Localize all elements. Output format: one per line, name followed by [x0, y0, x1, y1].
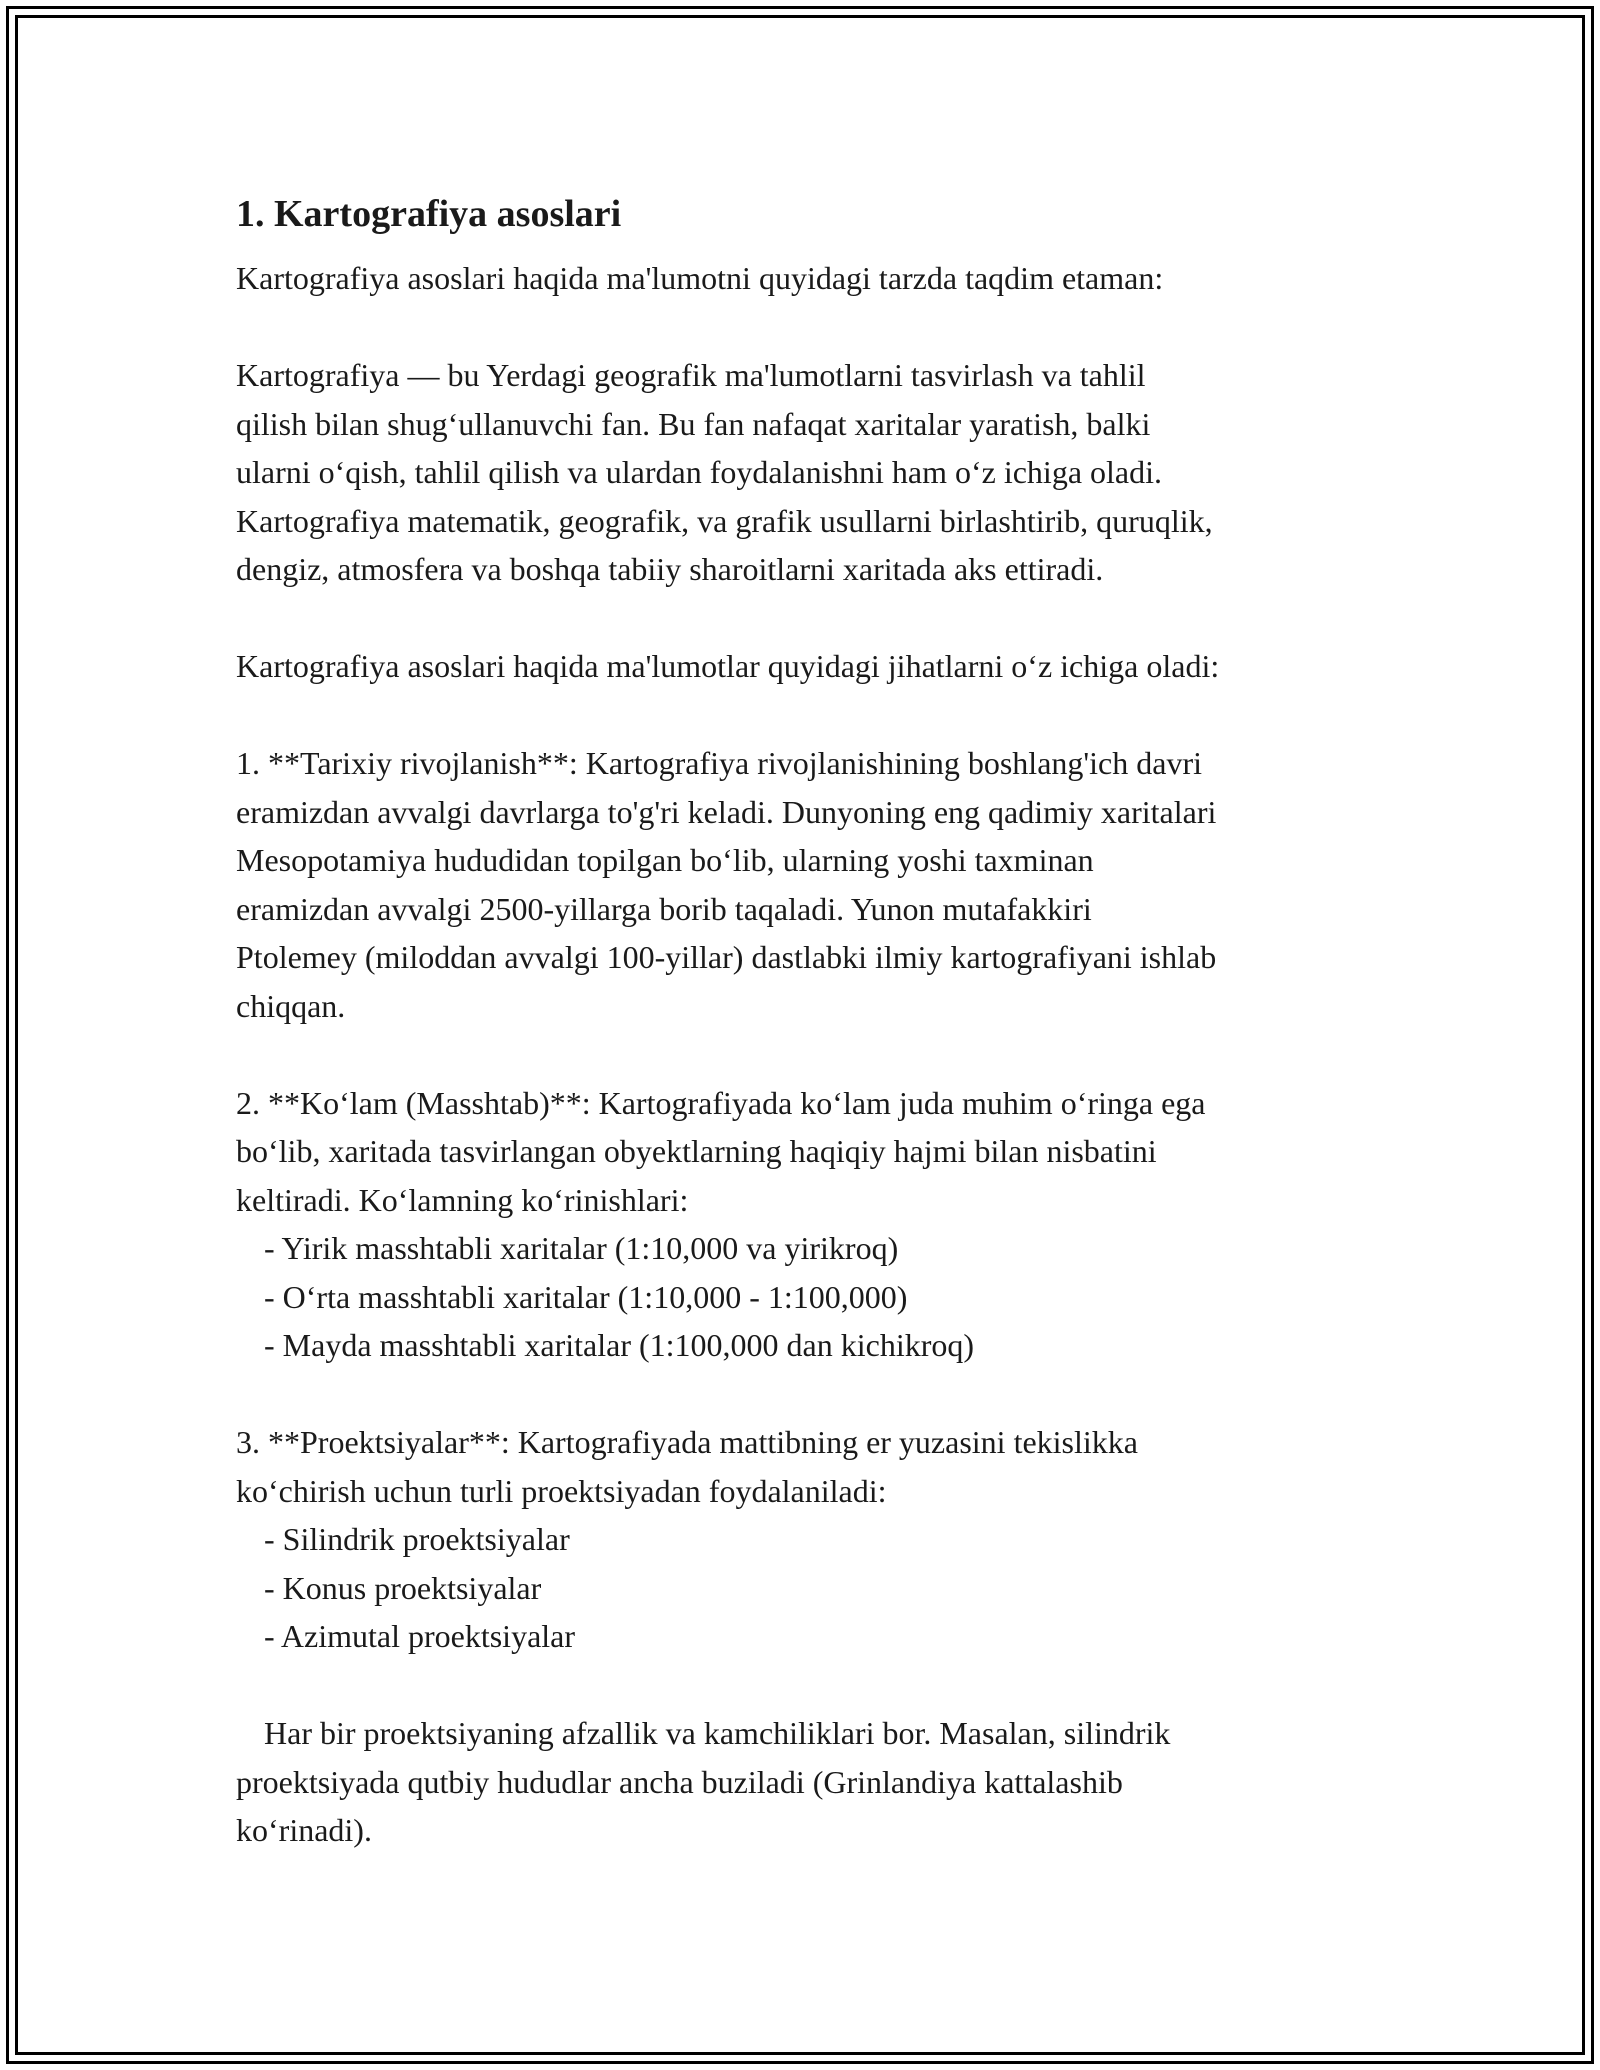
section-projections [236, 1418, 1376, 1661]
section-scale [236, 1079, 1376, 1370]
section-history-line: Ptolemey (miloddan avvalgi 100-yillar) dastlabki ilmiy kartografiyani ishlab [236, 939, 1217, 975]
section-history-line: 1. **Tarixiy rivojlanish**: Kartografiya rivojlanishining boshlang'ich davri [236, 745, 1202, 781]
definition-line: dengiz, atmosfera va boshqa tabiiy sharoitlarni xaritada aks ettiradi. [236, 551, 1104, 587]
definition-line: Kartografiya — bu Yerdagi geografik ma'lumotlarni tasvirlash va tahlil [236, 357, 1146, 393]
section-scale-line: keltiradi. Ko‘lamning ko‘rinishlari: [236, 1181, 689, 1218]
paragraph-gap [236, 1370, 1376, 1419]
list-item: - Azimutal proektsiyalar [264, 1618, 576, 1654]
section-scale-line: bo‘lib, xaritada tasvirlangan obyektlarning haqiqiy hajmi bilan nisbatini [236, 1133, 1157, 1169]
section-scale-line: 2. **Ko‘lam (Masshtab)**: Kartografiyada ko‘lam juda muhim o‘ringa ega [236, 1084, 1206, 1121]
section-history-line: chiqqan. [236, 987, 346, 1024]
section-history-line: eramizdan avvalgi 2500-yillarga borib taqaladi. Yunon mutafakkiri [236, 890, 1092, 927]
paragraph-gap [236, 1661, 1376, 1710]
definition-line: qilish bilan shug‘ullanuvchi fan. Bu fan nafaqat xaritalar yaratish, balki [236, 405, 1151, 442]
definition-line: Kartografiya matematik, geografik, va grafik usullarni birlashtirib, quruqlik, [236, 502, 1213, 539]
list-item: - Konus proektsiyalar [264, 1569, 542, 1606]
closing-line: ko‘rinadi). [236, 1812, 372, 1848]
intro-paragraph: Kartografiya asoslari haqida ma'lumotni quyidagi tarzda taqdim etaman: [236, 260, 1164, 296]
paragraph-gap [236, 691, 1376, 740]
definition-paragraph [236, 351, 1376, 594]
closing-paragraph [236, 1709, 1376, 1855]
document-body [236, 186, 1376, 1855]
section-projections-line: 3. **Proektsiyalar**: Kartografiyada mattibning er yuzasini tekislikka [236, 1424, 1138, 1460]
section-history [236, 739, 1376, 1030]
section-projections-line: ko‘chirish uchun turli proektsiyadan foydalaniladi: [236, 1472, 887, 1509]
paragraph-gap [236, 1030, 1376, 1079]
section-history-line: eramizdan avvalgi davrlarga to'g'ri keladi. Dunyoning eng qadimiy xaritalari [236, 793, 1217, 830]
section-history-line: Mesopotamiya hududidan topilgan bo‘lib, ularning yoshi taxminan [236, 842, 1094, 878]
aspects-intro-paragraph: Kartografiya asoslari haqida ma'lumotlar quyidagi jihatlarni o‘z ichiga oladi: [236, 648, 1220, 684]
list-item: - O‘rta masshtabli xaritalar (1:10,000 - 1:100,000) [264, 1278, 908, 1315]
closing-line: proektsiyada qutbiy hududlar ancha buziladi (Grinlandiya kattalashib [236, 1763, 1123, 1800]
list-item: - Silindrik proektsiyalar [264, 1521, 570, 1557]
definition-line: ularni o‘qish, tahlil qilish va ulardan foydalanishni ham o‘z ichiga oladi. [236, 454, 1162, 490]
list-item: - Mayda masshtabli xaritalar (1:100,000 dan kichikroq) [264, 1327, 975, 1363]
paragraph-gap [236, 303, 1376, 352]
closing-line: Har bir proektsiyaning afzallik va kamchiliklari bor. Masalan, silindrik [264, 1715, 1171, 1751]
paragraph-gap [236, 594, 1376, 643]
document-title: 1. Kartografiya asoslari [236, 193, 622, 235]
list-item: - Yirik masshtabli xaritalar (1:10,000 va yirikroq) [264, 1230, 899, 1266]
